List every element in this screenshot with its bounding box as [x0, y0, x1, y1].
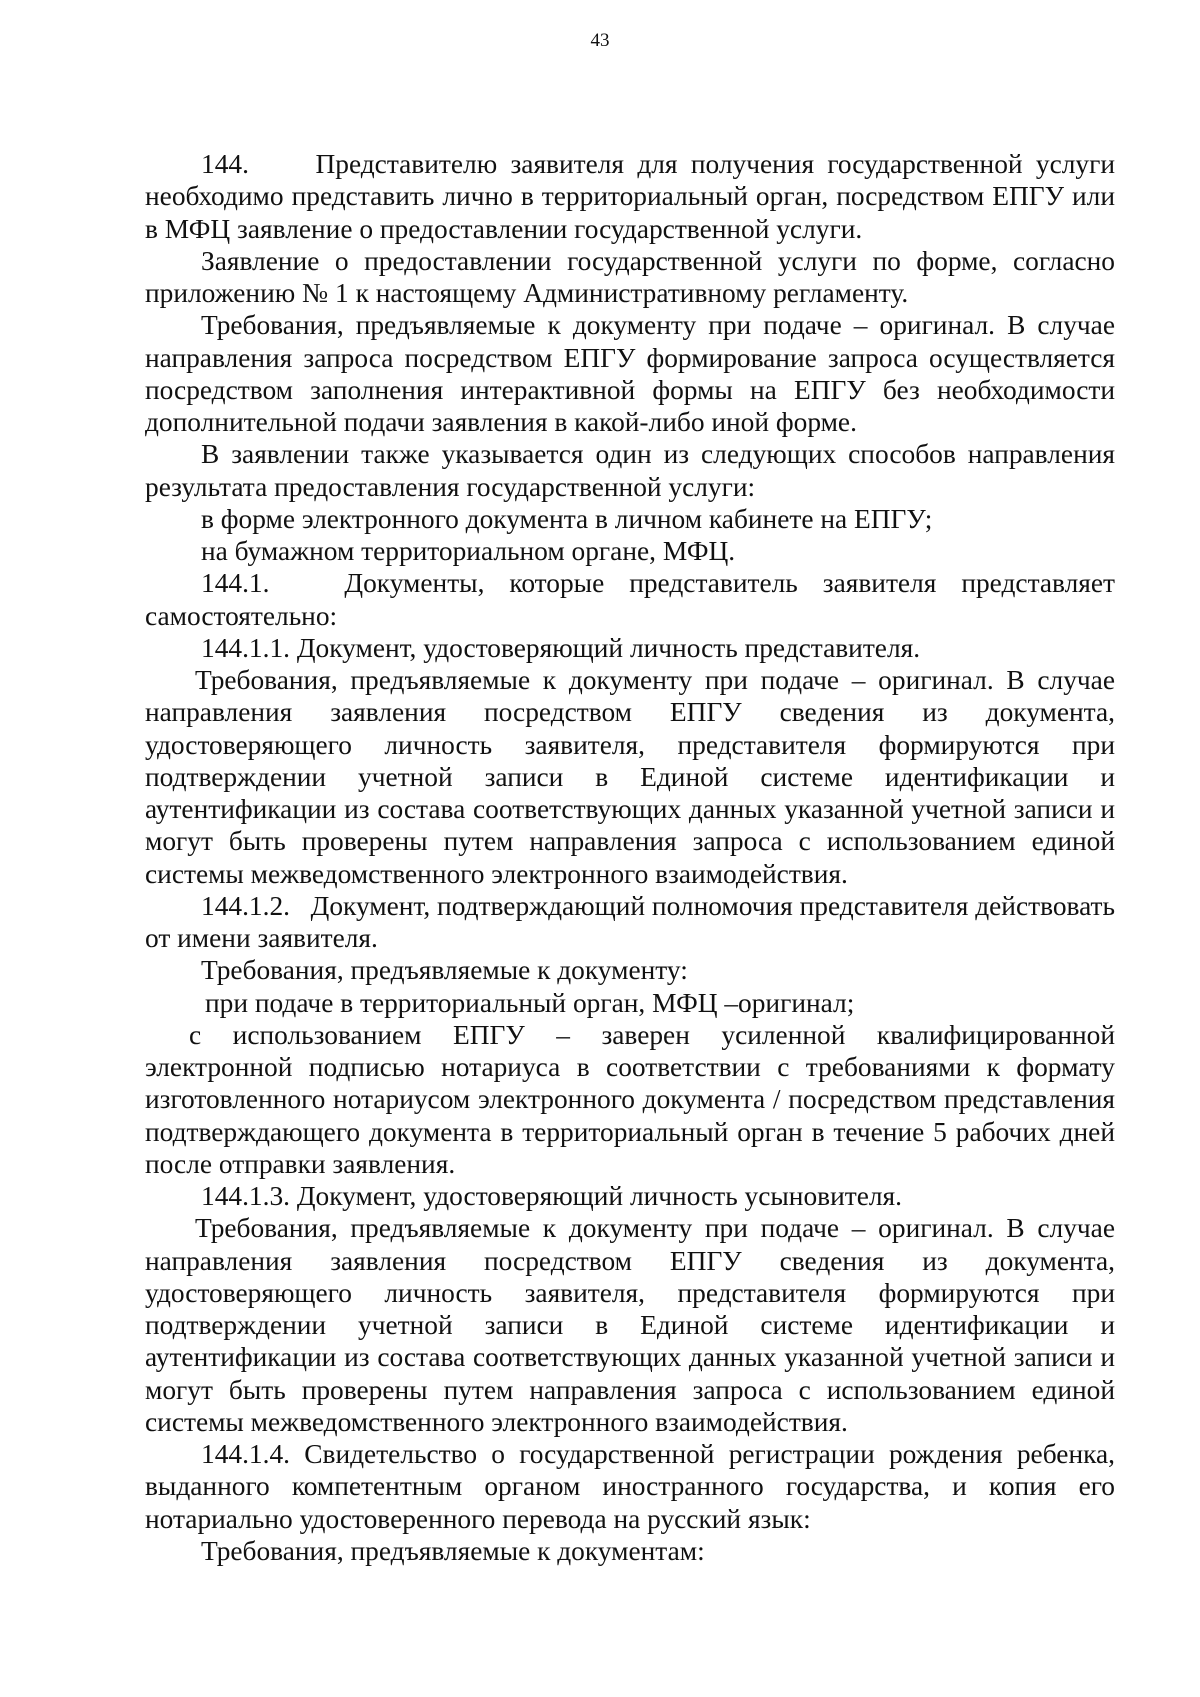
page-number: 43: [590, 30, 610, 51]
paragraph-application-form: Заявление о предоставлении государственной услуги по форме, согласно приложению № 1 к настоящему Административному регламенту.: [145, 245, 1115, 308]
paragraph-144-1-2-requirements: Требования, предъявляемые к документу:: [201, 955, 688, 986]
paragraph-144-1-4: 144.1.4. Свидетельство о государственной регистрации рождения ребенка, выданного компетентным органом иностранного государства, и копия его нотариально удостоверенного перевода на русский язык:: [145, 1439, 1115, 1534]
list-item-electronic: в форме электронного документа в личном кабинете на ЕПГУ;: [201, 503, 933, 534]
list-item-paper: на бумажном территориальном органе, МФЦ.: [201, 536, 736, 566]
list-item-territorial-body: при подаче в территориальный орган, МФЦ –оригинал;: [205, 987, 855, 1018]
paragraph-144-1-1: 144.1.1. Документ, удостоверяющий личность представителя.: [201, 632, 921, 663]
paragraph-144-1-3: 144.1.3. Документ, удостоверяющий личность усыновителя.: [201, 1181, 902, 1211]
paragraph-144-1-2: 144.1.2. Документ, подтверждающий полномочия представителя действовать от имени заявителя.: [145, 890, 1115, 953]
paragraph-144: 144. Представителю заявителя для получения государственной услуги необходимо представить лично в территориальный орган, посредством ЕПГУ или в МФЦ заявление о предоставлении государственной услуги.: [145, 149, 1115, 244]
paragraph-144-1-4-requirements: Требования, предъявляемые к документам:: [201, 1535, 705, 1566]
paragraph-144-1: 144.1. Документы, которые представитель заявителя представляет самостоятельно:: [145, 568, 1115, 631]
paragraph-result-methods: В заявлении также указывается один из следующих способов направления результата предоставления государственной услуги:: [145, 439, 1115, 502]
paragraph-requirements-original: Требования, предъявляемые к документу при подаче – оригинал. В случае направления запроса посредством ЕПГУ формирование запроса осуществляется посредством заполнения интерактивной формы на ЕПГУ без необходимости дополнительной подачи заявления в какой-либо иной форме.: [145, 310, 1115, 437]
paragraph-144-1-3-requirements: Требования, предъявляемые к документу при подаче – оригинал. В случае направления заявления посредством ЕПГУ сведения из документа, удостоверяющего личность заявителя, представителя формируются при подтверждении учетной записи в Единой системе идентификации и аутентификации из состава соответствующих данных указанной учетной записи и могут быть проверены путем направления запроса с использованием единой системы межведомственного электронного взаимодействия.: [145, 1213, 1115, 1437]
list-item-epgu: с использованием ЕПГУ – заверен усиленной квалифицированной электронной подписью нотариуса в соответствии с требованиями к формату изготовленного нотариусом электронного документа / посредством представления подтверждающего документа в территориальный орган в течение 5 рабочих дней после отправки заявления.: [145, 1019, 1115, 1179]
paragraph-144-1-1-requirements: Требования, предъявляемые к документу при подаче – оригинал. В случае направления заявления посредством ЕПГУ сведения из документа, удостоверяющего личность заявителя, представителя формируются при подтверждении учетной записи в Единой системе идентификации и аутентификации из состава соответствующих данных указанной учетной записи и могут быть проверены путем направления запроса с использованием единой системы межведомственного электронного взаимодействия.: [145, 665, 1115, 889]
document-body: [145, 148, 1115, 1567]
